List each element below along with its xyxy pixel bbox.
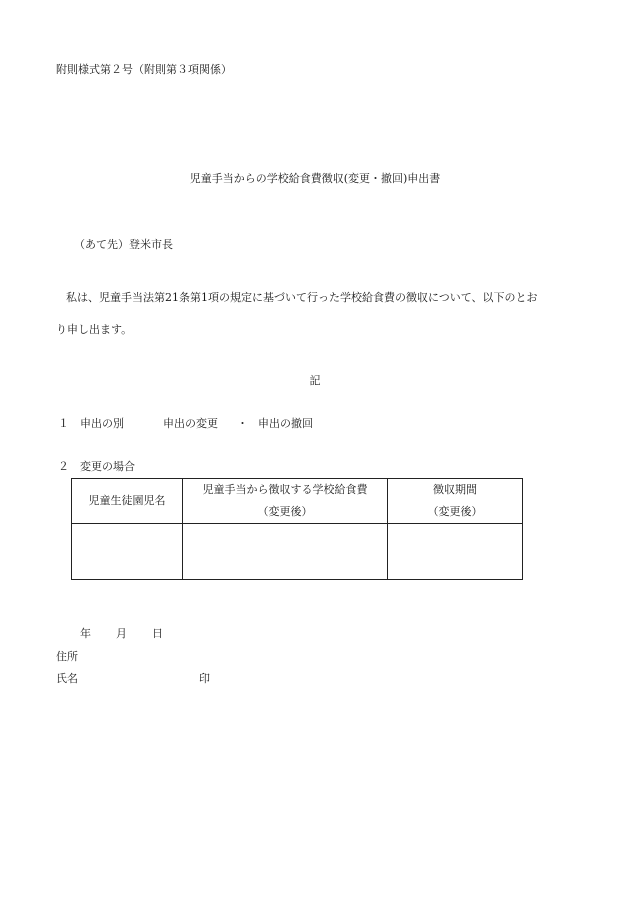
ki-heading: 記 xyxy=(309,374,321,387)
option-separator: ・ xyxy=(237,417,248,430)
month-label: 月 xyxy=(116,627,127,640)
cell-lunch-fee[interactable] xyxy=(183,524,388,580)
cell-student-name[interactable] xyxy=(72,524,183,580)
document-title: 児童手当からの学校給食費徴収(変更・撤回)申出書 xyxy=(189,172,441,185)
form-number: 附則様式第２号（附則第３項関係） xyxy=(56,63,232,76)
change-details-table xyxy=(71,478,523,580)
cell-collection-period[interactable] xyxy=(388,524,523,580)
body-text-line-2: り申し出ます。 xyxy=(56,323,133,336)
address-label: 住所 xyxy=(56,650,78,663)
option-request-change[interactable]: 申出の変更 xyxy=(163,417,218,430)
item-1-number: １ xyxy=(58,417,69,430)
header-collection-period: 徴収期間 （変更後） xyxy=(388,479,523,524)
table-row xyxy=(72,524,523,580)
header-student-name: 児童生徒園児名 xyxy=(72,479,183,524)
addressee: （あて先）登米市長 xyxy=(74,238,173,251)
item-1-label: 申出の別 xyxy=(80,417,124,430)
year-label: 年 xyxy=(80,627,91,640)
table-header-row xyxy=(72,479,523,524)
item-2-heading xyxy=(58,460,135,474)
header-lunch-fee: 児童手当から徴収する学校給食費 （変更後） xyxy=(183,479,388,524)
body-text-line-1: 私は、児童手当法第21条第1項の規定に基づいて行った学校給食費の徴収について、以下のとお xyxy=(66,291,538,304)
day-label: 日 xyxy=(152,627,163,640)
item-2-label: 変更の場合 xyxy=(80,460,135,473)
seal-mark: 印 xyxy=(199,672,210,685)
option-request-withdraw[interactable]: 申出の撤回 xyxy=(258,417,313,430)
item-2-number: ２ xyxy=(58,460,69,473)
name-label: 氏名 xyxy=(56,672,78,685)
